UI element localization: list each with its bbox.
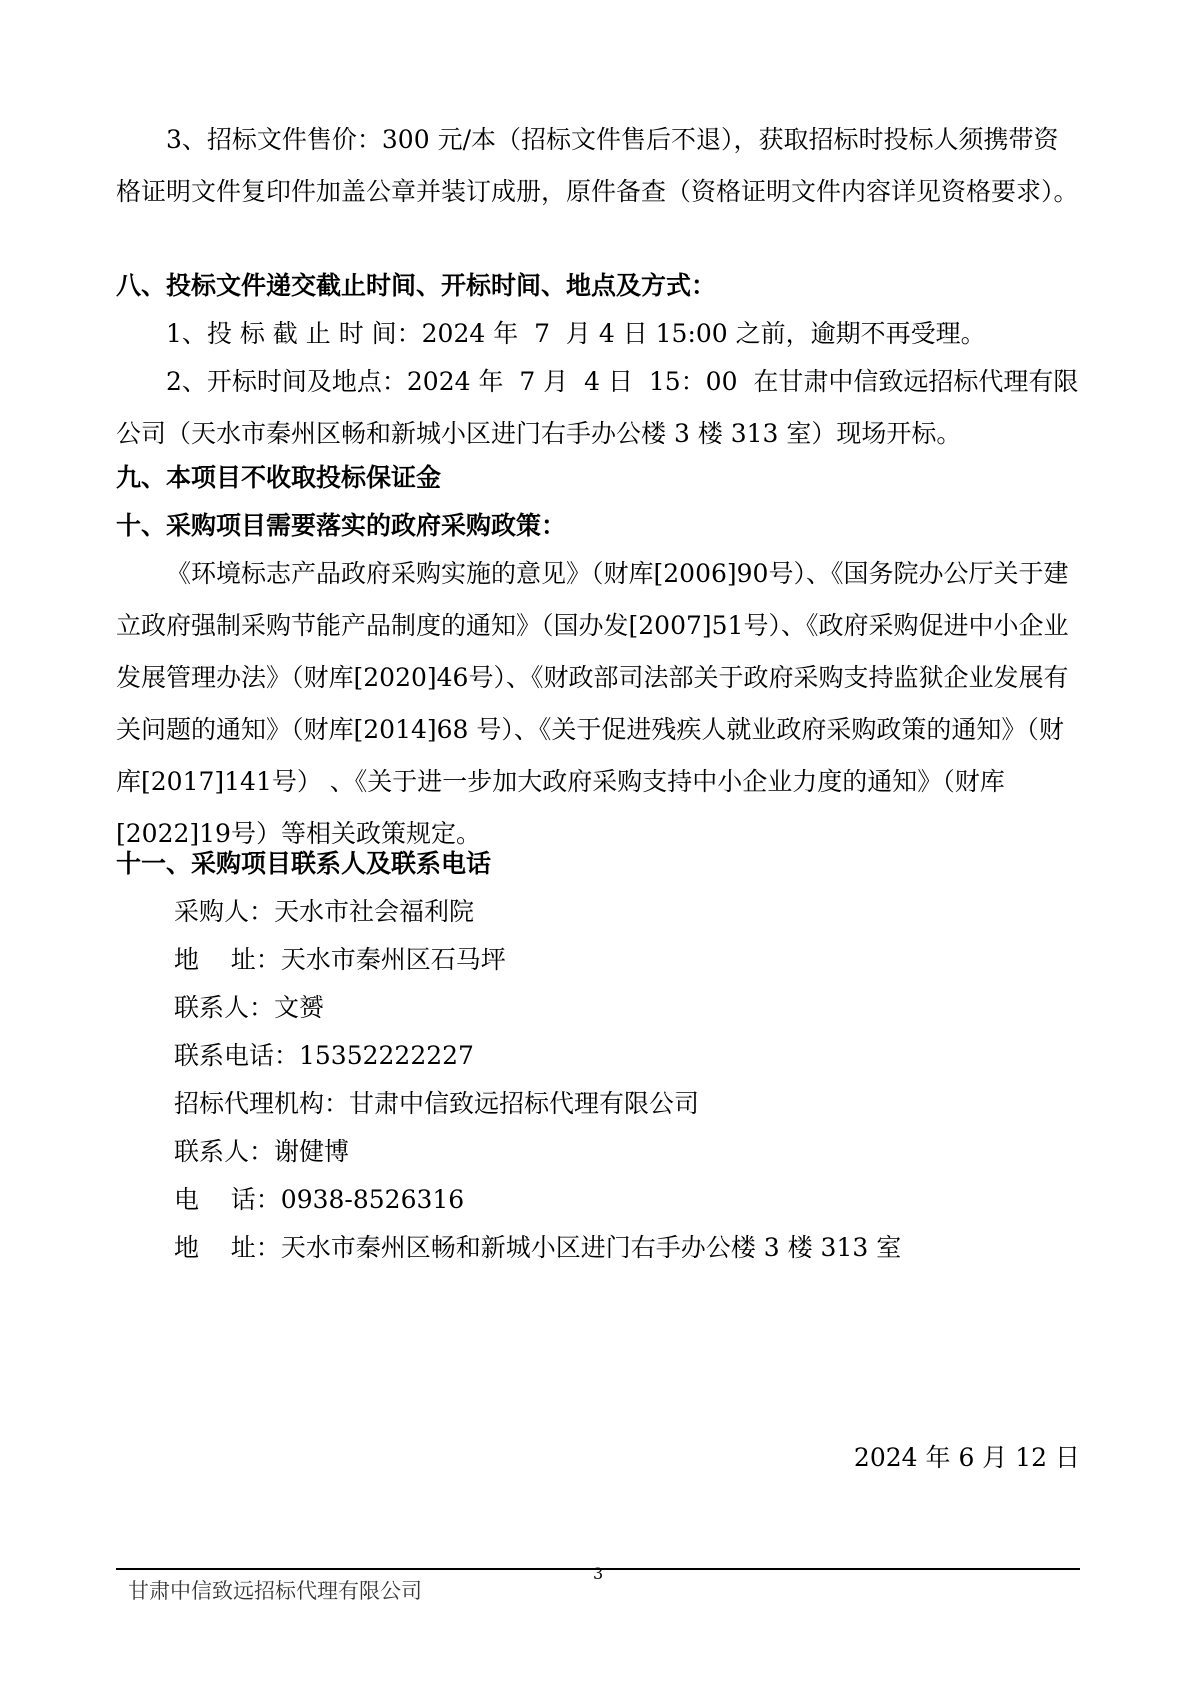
- section-10-body: 《环境标志产品政府采购实施的意见》（财库[2006]90号）、《国务院办公厅关于建立政府强制采购节能产品制度的通知》（国办发[2007]51号）、《政府采购促进中小企业发展管理办法》（财库[2020]46号）、《财政部司法部关于政府采购支持监狱企业发展有关问题的通知》（财库[2014]68 号）、《关于促进残疾人就业政府采购政策的通知》（财库[2017]141号） 、《关于进一步加大政府采购支持中小企业力度的通知》（财库[2022]19号）等相关政策规定。: [116, 559, 1069, 848]
- section-10-heading: 十、采购项目需要落实的政府采购政策：: [116, 511, 567, 540]
- footer-company-name: 甘肃中信致远招标代理有限公司: [128, 1579, 422, 1603]
- agency-contact-line: 联系人：谢健博: [174, 1137, 350, 1166]
- purchaser-line: 采购人：天水市社会福利院: [174, 897, 475, 926]
- agency-line: 招标代理机构：甘肃中信致远招标代理有限公司: [174, 1089, 700, 1118]
- purchaser-address-line: 地 址：天水市秦州区石马坪: [174, 945, 506, 974]
- document-date: 2024 年 6 月 12 日: [853, 1443, 1080, 1472]
- item-1-deadline: 1、投 标 截 止 时 间：2024 年 7 月 4 日 15:00 之前，逾期不再受理。: [166, 319, 986, 348]
- section-11-heading: 十一、采购项目联系人及联系电话: [116, 849, 492, 878]
- agency-address-line: 地 址：天水市秦州区畅和新城小区进门右手办公楼 3 楼 313 室: [174, 1233, 902, 1262]
- contact-line: 联系人：文赟: [174, 993, 325, 1022]
- item-3-document-price: 3、招标文件售价：300 元/本（招标文件售后不退），获取招标时投标人须携带资格证明文件复印件加盖公章并装订成册，原件备查（资格证明文件内容详见资格要求）。: [116, 125, 1079, 206]
- agency-phone-line: 电 话：0938-8526316: [174, 1185, 465, 1214]
- item-2-opening: 2、开标时间及地点：2024 年 7 月 4 日 15：00 在甘肃中信致远招标代理有限公司（天水市秦州区畅和新城小区进门右手办公楼 3 楼 313 室）现场开标。: [116, 367, 1079, 448]
- section-9-heading: 九、本项目不收取投标保证金: [116, 463, 442, 492]
- page-number: 3: [593, 1564, 604, 1583]
- phone-line: 联系电话：15352222227: [174, 1041, 474, 1070]
- section-8-heading: 八、投标文件递交截止时间、开标时间、地点及方式：: [116, 271, 717, 300]
